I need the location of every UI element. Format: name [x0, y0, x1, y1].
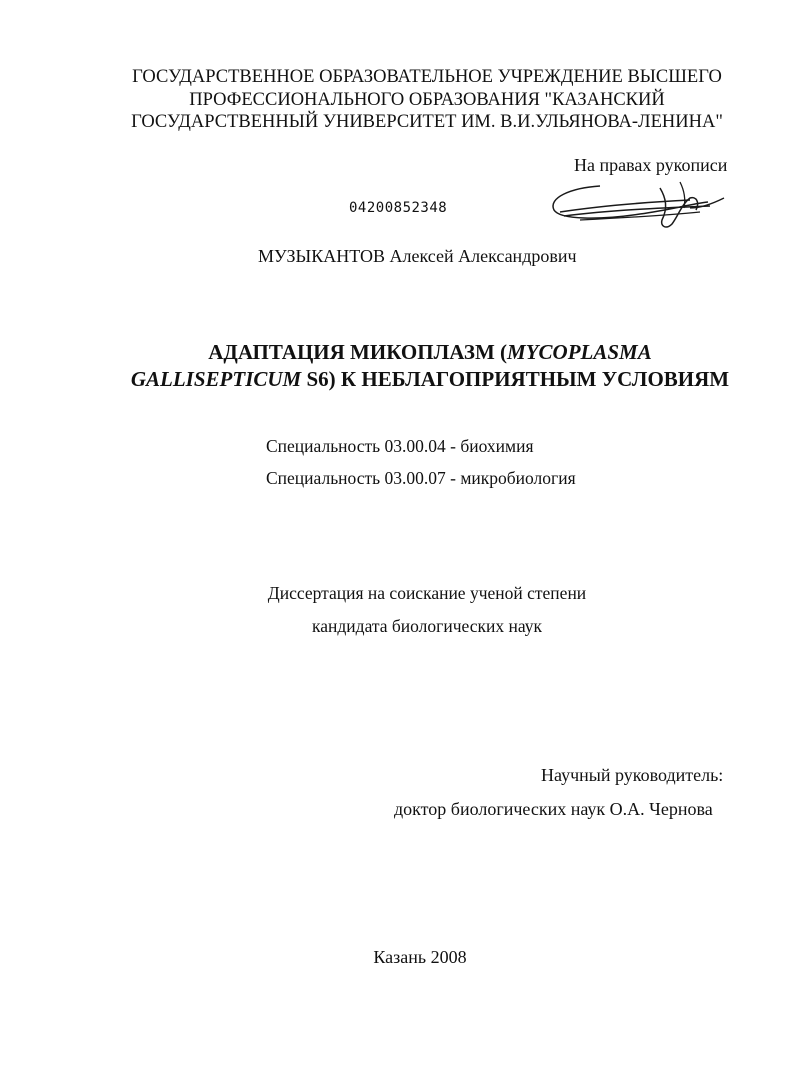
supervisor-name: доктор биологических наук О.А. Чернова — [394, 799, 713, 819]
institution-header-line-2: ПРОФЕССИОНАЛЬНОГО ОБРАЗОВАНИЯ "КАЗАНСКИЙ — [189, 89, 665, 110]
dissertation-title — [80, 339, 780, 393]
title-line-2-rest: S6) К НЕБЛАГОПРИЯТНЫМ УСЛОВИЯМ — [301, 367, 730, 391]
handwritten-signature — [540, 168, 730, 248]
title-line-2-italic: GALLISEPTICUM — [130, 367, 302, 391]
title-line-1-prefix: АДАПТАЦИЯ МИКОПЛАЗМ ( — [208, 340, 508, 364]
title-line-1 — [80, 339, 780, 366]
manuscript-rights-note: На правах рукописи — [574, 155, 728, 175]
institution-header-line-3: ГОСУДАРСТВЕННЫЙ УНИВЕРСИТЕТ ИМ. В.И.УЛЬЯНОВА-ЛЕНИНА" — [131, 112, 723, 132]
specialty-line: Специальность 03.00.04 - биохимия — [266, 436, 534, 456]
institution-header-line-1: ГОСУДАРСТВЕННОЕ ОБРАЗОВАТЕЛЬНОЕ УЧРЕЖДЕНИЕ ВЫСШЕГО — [132, 67, 722, 87]
title-line-2 — [80, 366, 780, 393]
dissertation-line-2: кандидата биологических наук — [312, 616, 542, 636]
supervisor-label: Научный руководитель: — [541, 765, 724, 785]
document-number: 04200852348 — [349, 200, 448, 216]
dissertation-line-1: Диссертация на соискание ученой степени — [267, 583, 587, 603]
city-year-footer: Казань 2008 — [373, 947, 467, 967]
institution-header — [60, 66, 794, 134]
author-name: МУЗЫКАНТОВ Алексей Александрович — [258, 246, 577, 266]
specialty-line: Специальность 03.00.07 - микробиология — [266, 468, 576, 488]
title-line-1-italic: MYCOPLASMA — [507, 340, 652, 364]
